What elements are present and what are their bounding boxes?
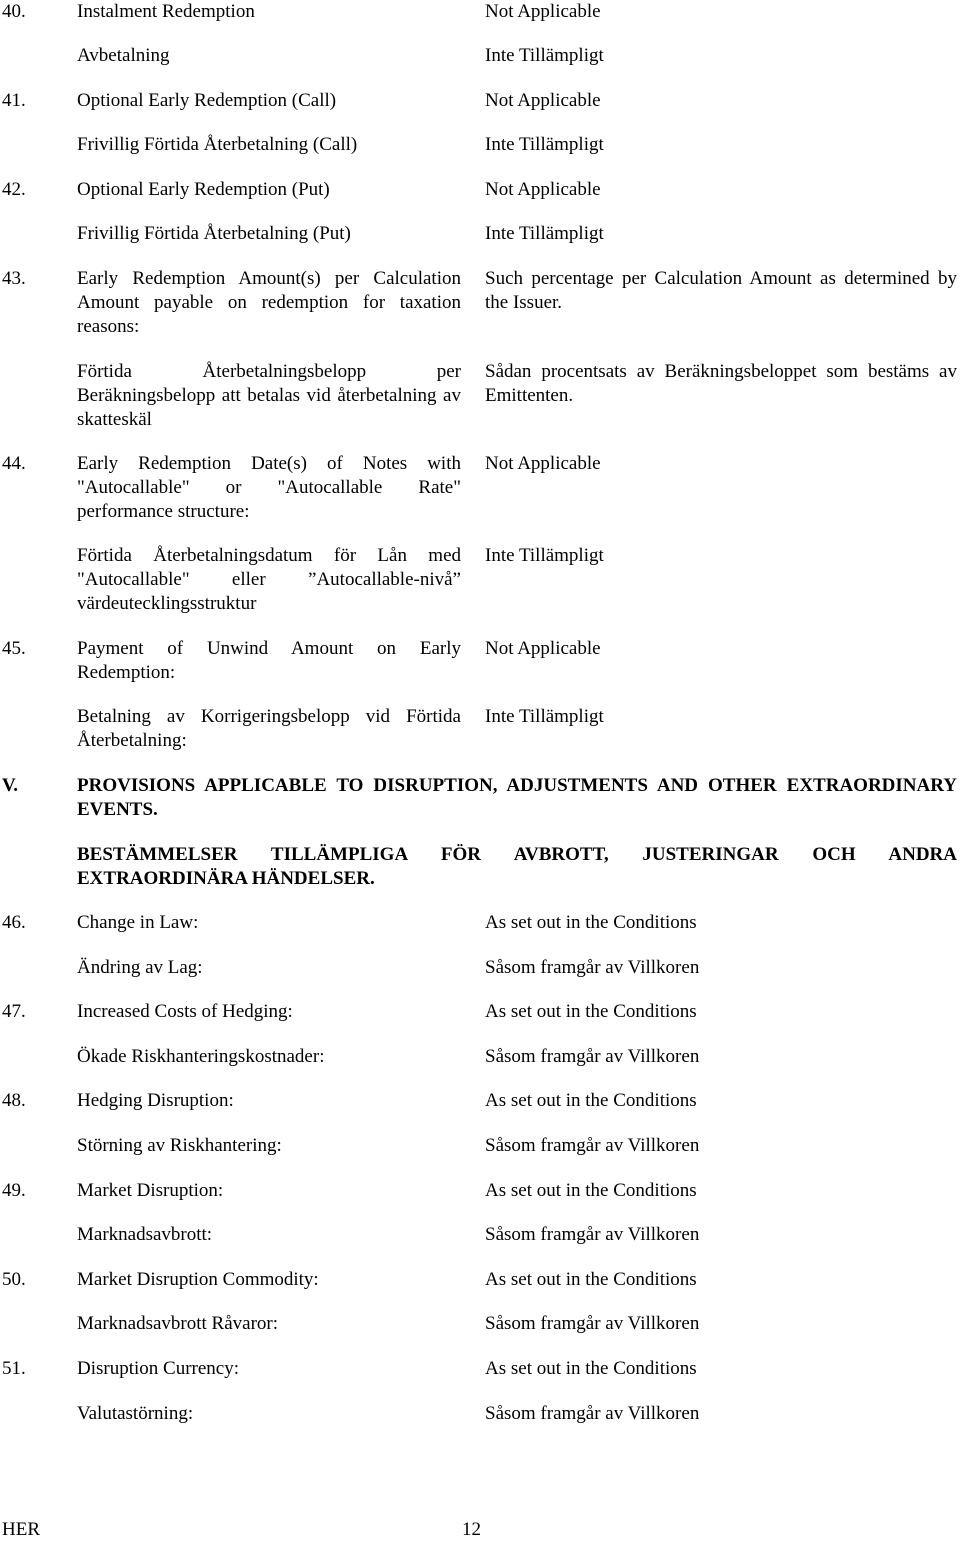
item-value-en: As set out in the Conditions	[485, 1001, 697, 1022]
item-value-sv: Inte Tillämpligt	[485, 223, 604, 244]
item-label-en: Change in Law:	[77, 912, 199, 933]
item-value-en: Not Applicable	[485, 453, 601, 474]
item-number: 43.	[2, 268, 26, 289]
item-label-sv: Frivillig Förtida Återbetalning (Put)	[77, 223, 351, 244]
item-value-sv: Såsom framgår av Villkoren	[485, 1046, 700, 1067]
item-number: 44.	[2, 453, 26, 474]
item-value-sv: Såsom framgår av Villkoren	[485, 1313, 700, 1334]
item-label-en: Optional Early Redemption (Call)	[77, 90, 337, 111]
item-label-en: Early Redemption Date(s) of Notes with "Autocallable" or "Autocallable Rate" performance structure:	[77, 453, 461, 522]
item-number: 51.	[2, 1358, 26, 1379]
item-label-en: Early Redemption Amount(s) per Calculation Amount payable on redemption for taxation reasons:	[77, 268, 461, 337]
item-value-sv: Inte Tillämpligt	[485, 545, 604, 566]
item-value-en: Not Applicable	[485, 1, 601, 22]
item-label-sv: Valutastörning:	[77, 1403, 194, 1424]
item-value-sv: Inte Tillämpligt	[485, 706, 604, 727]
item-number: 40.	[2, 1, 26, 22]
section-heading-sv: BESTÄMMELSER TILLÄMPLIGA FÖR AVBROTT, JUSTERINGAR OCH ANDRA EXTRAORDINÄRA HÄNDELSER.	[77, 844, 957, 889]
item-label-en: Payment of Unwind Amount on Early Redemption:	[77, 638, 461, 683]
item-label-sv: Marknadsavbrott:	[77, 1224, 213, 1245]
item-value-en: As set out in the Conditions	[485, 1358, 697, 1379]
item-value-en: Such percentage per Calculation Amount as determined by the Issuer.	[485, 268, 957, 313]
item-label-sv: Betalning av Korrigeringsbelopp vid Förtida Återbetalning:	[77, 706, 461, 751]
item-label-sv: Ökade Riskhanteringskostnader:	[77, 1046, 325, 1067]
item-value-sv: Såsom framgår av Villkoren	[485, 1224, 700, 1245]
item-number: 45.	[2, 638, 26, 659]
item-value-en: As set out in the Conditions	[485, 1269, 697, 1290]
item-label-sv: Avbetalning	[77, 45, 170, 66]
item-value-en: As set out in the Conditions	[485, 912, 697, 933]
item-label-en: Disruption Currency:	[77, 1358, 240, 1379]
item-label-sv: Frivillig Förtida Återbetalning (Call)	[77, 134, 358, 155]
item-label-sv: Ändring av Lag:	[77, 957, 203, 978]
item-label-sv: Störning av Riskhantering:	[77, 1135, 282, 1156]
item-label-sv: Förtida Återbetalningsdatum för Lån med "Autocallable" eller ”Autocallable-nivå” värdeutecklingsstruktur	[77, 545, 461, 614]
item-value-en: As set out in the Conditions	[485, 1090, 697, 1111]
item-label-sv: Förtida Återbetalningsbelopp per Beräkningsbelopp att betalas vid återbetalning av skatteskäl	[77, 361, 461, 430]
item-number: 46.	[2, 912, 26, 933]
item-number: 48.	[2, 1090, 26, 1111]
item-value-en: Not Applicable	[485, 179, 601, 200]
item-value-sv: Sådan procentsats av Beräkningsbeloppet som bestäms av Emittenten.	[485, 361, 957, 406]
item-label-sv: Marknadsavbrott Råvaror:	[77, 1313, 279, 1334]
item-label-en: Optional Early Redemption (Put)	[77, 179, 330, 200]
item-value-sv: Inte Tillämpligt	[485, 134, 604, 155]
item-label-en: Hedging Disruption:	[77, 1090, 234, 1111]
item-label-en: Increased Costs of Hedging:	[77, 1001, 293, 1022]
item-value-en: Not Applicable	[485, 638, 601, 659]
item-value-en: As set out in the Conditions	[485, 1180, 697, 1201]
item-label-en: Market Disruption Commodity:	[77, 1269, 319, 1290]
item-value-sv: Såsom framgår av Villkoren	[485, 1403, 700, 1424]
item-number: 42.	[2, 179, 26, 200]
footer-code: HER	[2, 1519, 40, 1540]
section-heading-en: PROVISIONS APPLICABLE TO DISRUPTION, ADJUSTMENTS AND OTHER EXTRAORDINARY EVENTS.	[77, 775, 957, 820]
item-number: 47.	[2, 1001, 26, 1022]
section-number: V.	[2, 775, 19, 796]
item-label-en: Market Disruption:	[77, 1180, 224, 1201]
item-number: 49.	[2, 1180, 26, 1201]
item-number: 41.	[2, 90, 26, 111]
item-value-sv: Såsom framgår av Villkoren	[485, 957, 700, 978]
item-label-en: Instalment Redemption	[77, 1, 255, 22]
item-value-sv: Inte Tillämpligt	[485, 45, 604, 66]
item-value-sv: Såsom framgår av Villkoren	[485, 1135, 700, 1156]
item-number: 50.	[2, 1269, 26, 1290]
item-value-en: Not Applicable	[485, 90, 601, 111]
page-number: 12	[462, 1519, 481, 1540]
